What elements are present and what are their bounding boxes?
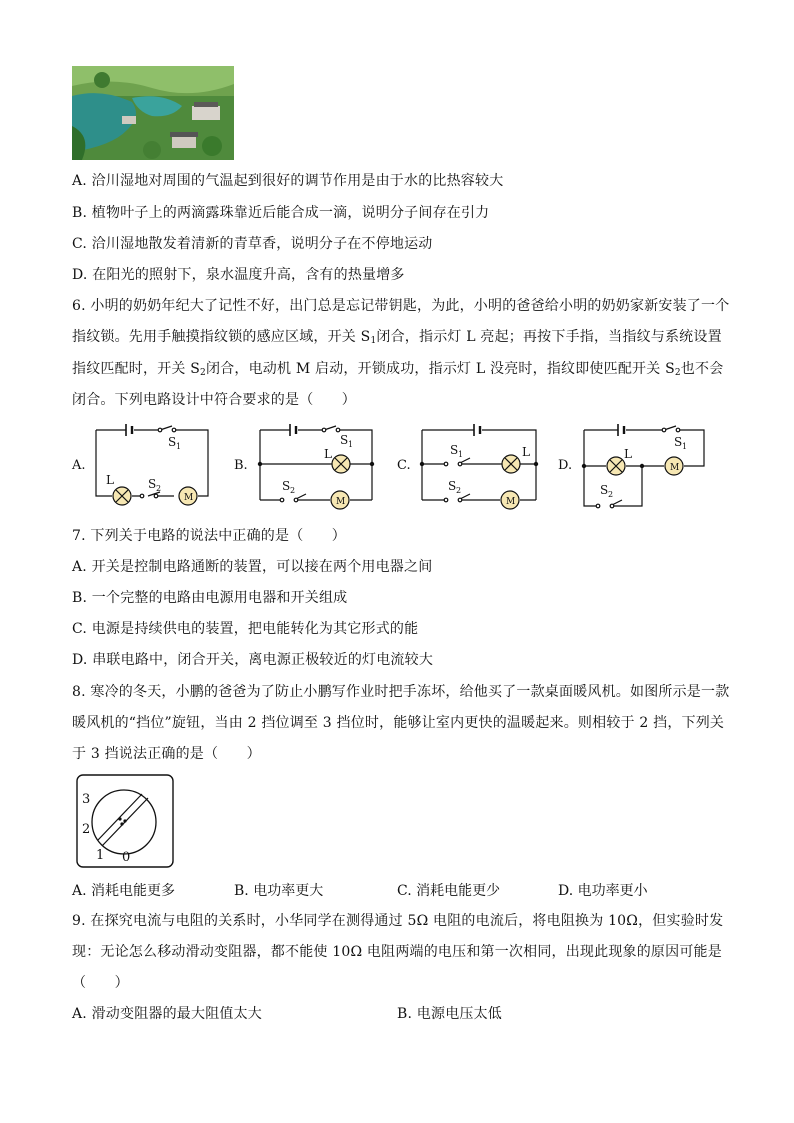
q8-stem-line3: 于 3 挡说法正确的是（ ） xyxy=(72,746,261,762)
svg-text:L: L xyxy=(624,447,632,461)
knob-mark-3: 3 xyxy=(82,792,91,807)
q5-option-a: A. 洽川湿地对周围的气温起到很好的调节作用是由于水的比热容较大 xyxy=(72,173,504,189)
circuit-c-label: C. xyxy=(397,458,411,473)
svg-text:S: S xyxy=(168,435,177,449)
svg-text:S: S xyxy=(450,443,459,457)
q8-option-a: A. 消耗电能更多 xyxy=(72,883,176,899)
svg-text:S: S xyxy=(148,477,157,491)
svg-text:S: S xyxy=(674,435,683,449)
svg-text:S: S xyxy=(448,479,457,493)
q8-stem-line1: 8. 寒冷的冬天，小鹏的爸爸为了防止小鹏写作业时把手冻坏，给他买了一款桌面暖风机。如图所示是一款 xyxy=(72,684,730,700)
circuit-c-diagram xyxy=(416,424,542,516)
svg-text:2: 2 xyxy=(608,490,614,499)
svg-text:S: S xyxy=(282,479,291,493)
circuit-b-label: B. xyxy=(234,458,248,473)
q7-option-a: A. 开关是控制电路通断的装置，可以接在两个用电器之间 xyxy=(72,559,433,575)
svg-text:2: 2 xyxy=(456,486,462,495)
q8-option-d: D. 电功率更小 xyxy=(558,883,648,899)
svg-text:M: M xyxy=(506,497,516,507)
q8-option-c: C. 消耗电能更少 xyxy=(397,883,501,899)
svg-text:1: 1 xyxy=(348,440,354,449)
knob-mark-2: 2 xyxy=(82,822,91,837)
q9-stem-line3: （ ） xyxy=(72,975,129,991)
circuit-a-diagram xyxy=(90,424,214,516)
svg-text:1: 1 xyxy=(682,442,688,451)
svg-text:M: M xyxy=(336,497,346,507)
q5-option-c: C. 洽川湿地散发着清新的青草香，说明分子在不停地运动 xyxy=(72,236,433,252)
q6-stem-line1: 6. 小明的奶奶年纪大了记性不好，出门总是忘记带钥匙，为此，小明的爸爸给小明的奶奶家新安装了一个 xyxy=(72,298,730,314)
q7-option-b: B. 一个完整的电路由电源用电器和开关组成 xyxy=(72,590,348,606)
svg-text:L: L xyxy=(522,445,530,459)
q6-stem-line2: 指纹锁。先用手触摸指纹锁的感应区域，开关 $S_1$闭合，指示灯 L 亮起；再按下手指，当指纹与系统设置 xyxy=(72,329,722,346)
q7-stem: 7. 下列关于电路的说法中正确的是（ ） xyxy=(72,528,347,544)
q6-stem-line4: 闭合。下列电路设计中符合要求的是（ ） xyxy=(72,392,356,408)
circuit-d-diagram xyxy=(578,424,710,516)
q9-stem-line1: 9. 在探究电流与电阻的关系时，小华同学在测得通过 5Ω 电阻的电流后，将电阻换为 10Ω，但实验时发 xyxy=(72,913,724,929)
q9-stem-line2: 现：无论怎么移动滑动变阻器，都不能使 10Ω 电阻两端的电压和第一次相同，出现此现象的原因可能是 xyxy=(72,944,722,960)
wetland-photo xyxy=(72,66,234,160)
svg-text:1: 1 xyxy=(458,450,464,459)
heater-knob-diagram xyxy=(76,774,174,868)
svg-text:M: M xyxy=(670,463,680,473)
circuit-b-diagram xyxy=(254,424,378,516)
knob-mark-0: 0 xyxy=(122,850,131,865)
q9-option-b: B. 电源电压太低 xyxy=(397,1006,502,1022)
q5-option-b: B. 植物叶子上的两滴露珠靠近后能合成一滴，说明分子间存在引力 xyxy=(72,205,490,221)
circuit-a-label: A. xyxy=(72,458,86,473)
knob-mark-1: 1 xyxy=(96,848,105,863)
q6-stem-line3: 指纹匹配时，开关 $S_2$闭合，电动机 M 启动，开锁成功，指示灯 L 没亮时，指纹即使匹配开关 $S_2$也不会 xyxy=(72,361,724,378)
q8-option-b: B. 电功率更大 xyxy=(234,883,324,899)
q8-stem-line2: 暖风机的“挡位”旋钮，当由 2 挡位调至 3 挡位时，能够让室内更快的温暖起来。则相较于 2 挡，下列关 xyxy=(72,715,725,731)
q5-option-d: D. 在阳光的照射下，泉水温度升高，含有的热量增多 xyxy=(72,267,405,283)
svg-text:2: 2 xyxy=(290,486,296,495)
q9-option-a: A. 滑动变阻器的最大阻值太大 xyxy=(72,1006,263,1022)
svg-text:L: L xyxy=(106,473,114,487)
svg-text:L: L xyxy=(324,447,332,461)
circuit-d-label: D. xyxy=(558,458,573,473)
svg-text:1: 1 xyxy=(176,442,182,451)
svg-text:M: M xyxy=(184,493,194,503)
svg-text:2: 2 xyxy=(156,484,162,493)
svg-text:S: S xyxy=(340,433,349,447)
q7-option-d: D. 串联电路中，闭合开关，离电源正极较近的灯电流较大 xyxy=(72,652,434,668)
svg-text:S: S xyxy=(600,483,609,497)
q7-option-c: C. 电源是持续供电的装置，把电能转化为其它形式的能 xyxy=(72,621,419,637)
